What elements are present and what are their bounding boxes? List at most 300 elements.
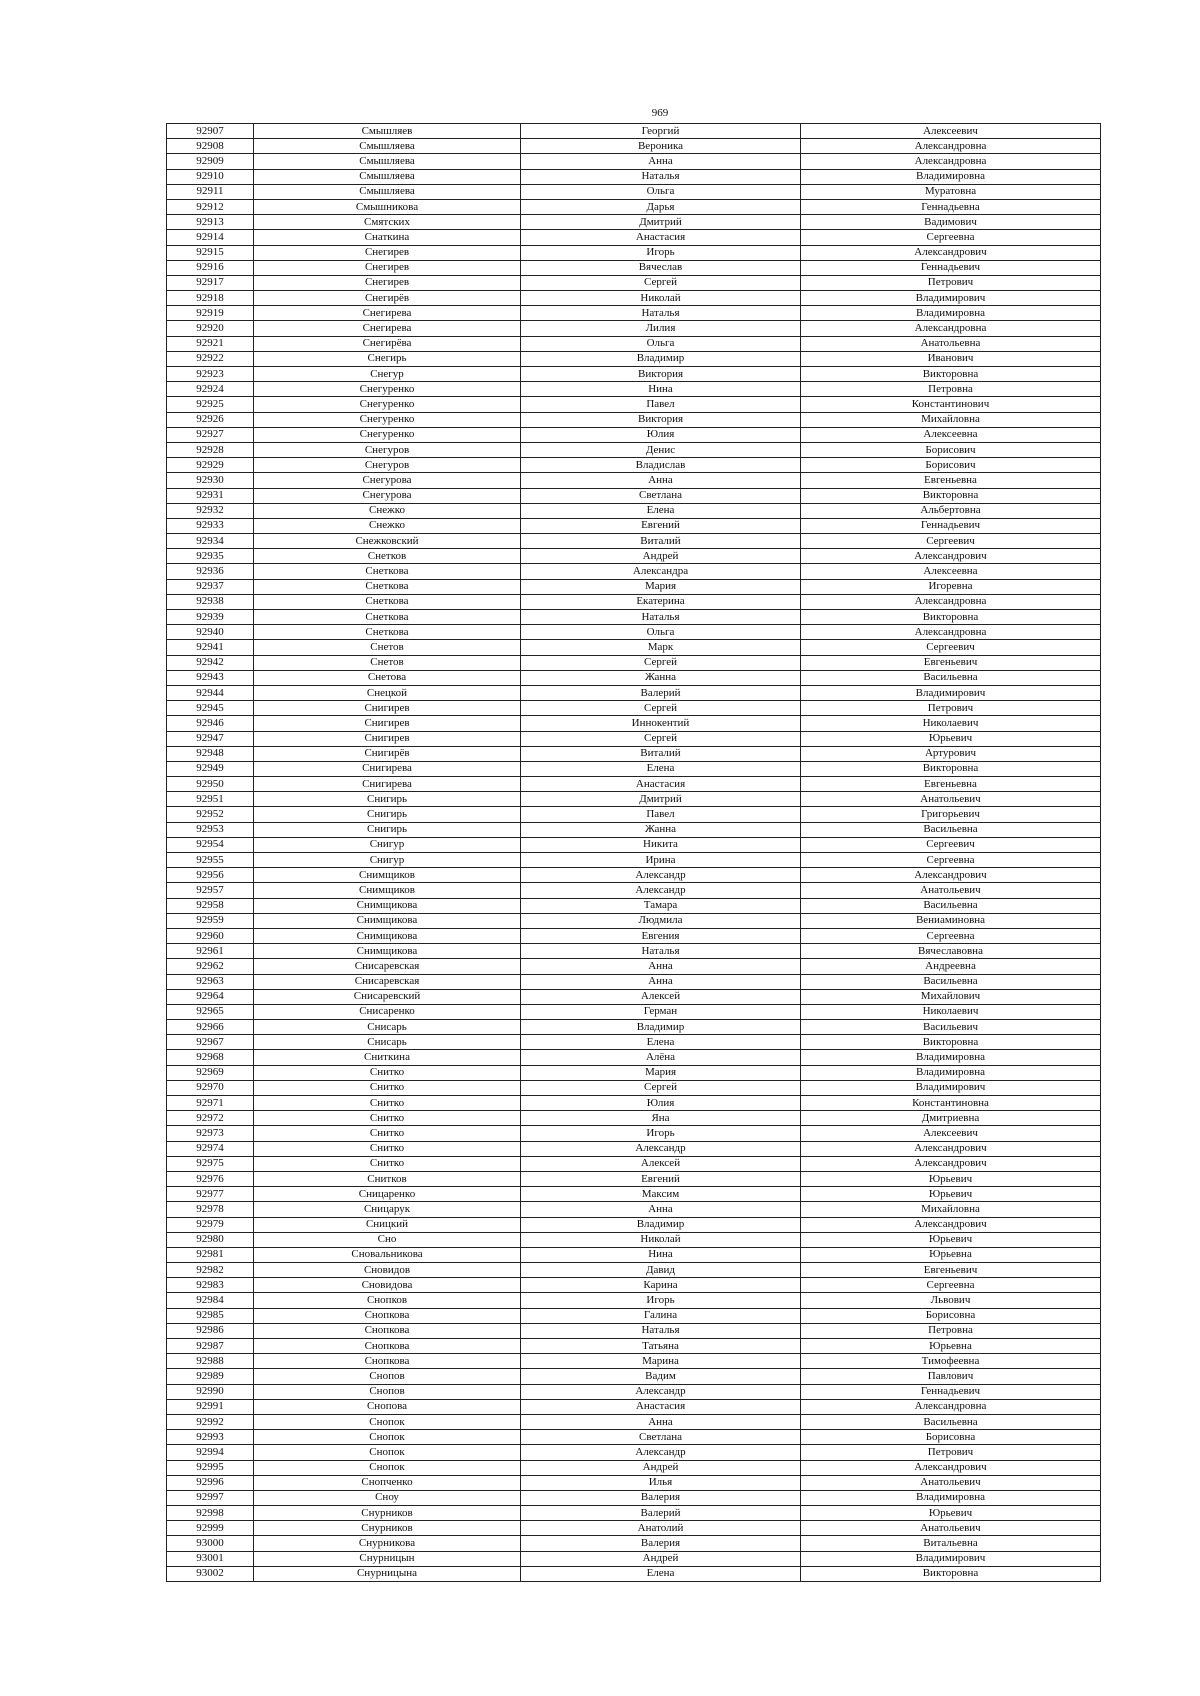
first-name-cell: Светлана: [521, 1430, 801, 1445]
surname-cell: Снимщикова: [254, 944, 521, 959]
patronymic-cell: Александрович: [801, 549, 1101, 564]
patronymic-cell: Александрович: [801, 245, 1101, 260]
first-name-cell: Нина: [521, 1247, 801, 1262]
first-name-cell: Наталья: [521, 169, 801, 184]
table-row: [167, 1187, 1101, 1202]
table-row: [167, 367, 1101, 382]
patronymic-cell: Михайловна: [801, 412, 1101, 427]
first-name-cell: Никита: [521, 837, 801, 852]
row-number-cell: 92989: [167, 1369, 254, 1384]
table-row: [167, 1020, 1101, 1035]
row-number-cell: 92931: [167, 488, 254, 503]
table-row: [167, 989, 1101, 1004]
patronymic-cell: Борисович: [801, 458, 1101, 473]
surname-cell: Снежко: [254, 518, 521, 533]
first-name-cell: Александр: [521, 1445, 801, 1460]
surname-cell: Смышляев: [254, 124, 521, 139]
table-row: [167, 1506, 1101, 1521]
surname-cell: Снопченко: [254, 1475, 521, 1490]
surname-cell: Снетков: [254, 549, 521, 564]
table-row: [167, 944, 1101, 959]
patronymic-cell: Петрович: [801, 275, 1101, 290]
table-row: [167, 1035, 1101, 1050]
surname-cell: Смышляева: [254, 169, 521, 184]
table-row: [167, 215, 1101, 230]
row-number-cell: 92984: [167, 1293, 254, 1308]
row-number-cell: 92965: [167, 1004, 254, 1019]
patronymic-cell: Сергеевич: [801, 640, 1101, 655]
patronymic-cell: Васильевна: [801, 974, 1101, 989]
first-name-cell: Анна: [521, 473, 801, 488]
first-name-cell: Георгий: [521, 124, 801, 139]
patronymic-cell: Евгеньевич: [801, 1263, 1101, 1278]
patronymic-cell: Александрович: [801, 1156, 1101, 1171]
first-name-cell: Сергей: [521, 731, 801, 746]
row-number-cell: 92943: [167, 670, 254, 685]
table-row: [167, 1369, 1101, 1384]
surname-cell: Снисаревский: [254, 989, 521, 1004]
table-row: [167, 199, 1101, 214]
row-number-cell: 92964: [167, 989, 254, 1004]
first-name-cell: Татьяна: [521, 1339, 801, 1354]
table-row: [167, 1323, 1101, 1338]
patronymic-cell: Тимофеевна: [801, 1354, 1101, 1369]
patronymic-cell: Владимирович: [801, 291, 1101, 306]
surname-cell: Снегуров: [254, 458, 521, 473]
row-number-cell: 92938: [167, 594, 254, 609]
row-number-cell: 92907: [167, 124, 254, 139]
table-row: [167, 306, 1101, 321]
table-row: [167, 822, 1101, 837]
row-number-cell: 92916: [167, 260, 254, 275]
row-number-cell: 92932: [167, 503, 254, 518]
patronymic-cell: Сергеевна: [801, 230, 1101, 245]
table-row: [167, 473, 1101, 488]
patronymic-cell: Александрович: [801, 868, 1101, 883]
surname-cell: Снигирев: [254, 716, 521, 731]
table-row: [167, 1141, 1101, 1156]
row-number-cell: 92972: [167, 1111, 254, 1126]
table-row: [167, 731, 1101, 746]
surname-cell: Снигирев: [254, 701, 521, 716]
patronymic-cell: Владимировна: [801, 1490, 1101, 1505]
table-row: [167, 336, 1101, 351]
row-number-cell: 92935: [167, 549, 254, 564]
table-row: [167, 1126, 1101, 1141]
registry-table: [166, 123, 1101, 1582]
surname-cell: Снегур: [254, 367, 521, 382]
table-row: [167, 442, 1101, 457]
surname-cell: Снегуренко: [254, 412, 521, 427]
first-name-cell: Нина: [521, 382, 801, 397]
first-name-cell: Валерия: [521, 1490, 801, 1505]
patronymic-cell: Муратовна: [801, 184, 1101, 199]
row-number-cell: 92970: [167, 1080, 254, 1095]
row-number-cell: 92942: [167, 655, 254, 670]
table-row: [167, 1263, 1101, 1278]
row-number-cell: 92962: [167, 959, 254, 974]
surname-cell: Сницаренко: [254, 1187, 521, 1202]
first-name-cell: Елена: [521, 1035, 801, 1050]
patronymic-cell: Викторовна: [801, 761, 1101, 776]
table-row: [167, 1278, 1101, 1293]
table-row: [167, 154, 1101, 169]
row-number-cell: 92940: [167, 625, 254, 640]
row-number-cell: 92981: [167, 1247, 254, 1262]
patronymic-cell: Викторовна: [801, 488, 1101, 503]
table-row: [167, 1171, 1101, 1186]
patronymic-cell: Александровна: [801, 321, 1101, 336]
first-name-cell: Лилия: [521, 321, 801, 336]
table-row: [167, 640, 1101, 655]
table-row: [167, 928, 1101, 943]
patronymic-cell: Вадимович: [801, 215, 1101, 230]
patronymic-cell: Алексеевна: [801, 427, 1101, 442]
surname-cell: Снецкой: [254, 685, 521, 700]
surname-cell: Снисаревская: [254, 974, 521, 989]
surname-cell: Снитко: [254, 1111, 521, 1126]
patronymic-cell: Борисович: [801, 442, 1101, 457]
surname-cell: Смышникова: [254, 199, 521, 214]
row-number-cell: 92952: [167, 807, 254, 822]
row-number-cell: 92913: [167, 215, 254, 230]
surname-cell: Снеткова: [254, 594, 521, 609]
surname-cell: Смышляева: [254, 139, 521, 154]
first-name-cell: Валерий: [521, 1506, 801, 1521]
surname-cell: Снегирёва: [254, 336, 521, 351]
first-name-cell: Елена: [521, 761, 801, 776]
table-row: [167, 610, 1101, 625]
first-name-cell: Виктория: [521, 412, 801, 427]
table-row: [167, 549, 1101, 564]
surname-cell: Снопок: [254, 1460, 521, 1475]
patronymic-cell: Сергеевич: [801, 837, 1101, 852]
row-number-cell: 93002: [167, 1566, 254, 1581]
patronymic-cell: Александровна: [801, 154, 1101, 169]
first-name-cell: Ольга: [521, 184, 801, 199]
row-number-cell: 92911: [167, 184, 254, 199]
patronymic-cell: Петровна: [801, 382, 1101, 397]
first-name-cell: Анна: [521, 154, 801, 169]
first-name-cell: Мария: [521, 579, 801, 594]
row-number-cell: 92998: [167, 1506, 254, 1521]
row-number-cell: 92993: [167, 1430, 254, 1445]
row-number-cell: 92982: [167, 1263, 254, 1278]
patronymic-cell: Владимировна: [801, 169, 1101, 184]
surname-cell: Снисарь: [254, 1035, 521, 1050]
first-name-cell: Анастасия: [521, 777, 801, 792]
first-name-cell: Андрей: [521, 1460, 801, 1475]
patronymic-cell: Владимирович: [801, 685, 1101, 700]
table-row: [167, 974, 1101, 989]
first-name-cell: Галина: [521, 1308, 801, 1323]
first-name-cell: Алексей: [521, 1156, 801, 1171]
first-name-cell: Жанна: [521, 822, 801, 837]
surname-cell: Снеткова: [254, 579, 521, 594]
surname-cell: Снопов: [254, 1384, 521, 1399]
table-row: [167, 412, 1101, 427]
table-row: [167, 534, 1101, 549]
patronymic-cell: Юрьевич: [801, 1232, 1101, 1247]
first-name-cell: Илья: [521, 1475, 801, 1490]
row-number-cell: 92928: [167, 442, 254, 457]
patronymic-cell: Алексеевич: [801, 124, 1101, 139]
first-name-cell: Яна: [521, 1111, 801, 1126]
surname-cell: Снегуренко: [254, 397, 521, 412]
surname-cell: Снегирев: [254, 275, 521, 290]
patronymic-cell: Дмитриевна: [801, 1111, 1101, 1126]
patronymic-cell: Викторовна: [801, 610, 1101, 625]
table-row: [167, 1445, 1101, 1460]
table-row: [167, 1566, 1101, 1581]
row-number-cell: 92914: [167, 230, 254, 245]
patronymic-cell: Владимировна: [801, 1065, 1101, 1080]
first-name-cell: Вадим: [521, 1369, 801, 1384]
surname-cell: Снеткова: [254, 610, 521, 625]
row-number-cell: 92953: [167, 822, 254, 837]
first-name-cell: Анна: [521, 1202, 801, 1217]
row-number-cell: 92983: [167, 1278, 254, 1293]
row-number-cell: 92934: [167, 534, 254, 549]
table-row: [167, 458, 1101, 473]
patronymic-cell: Сергеевна: [801, 928, 1101, 943]
first-name-cell: Дмитрий: [521, 215, 801, 230]
first-name-cell: Ольга: [521, 625, 801, 640]
patronymic-cell: Константиновна: [801, 1096, 1101, 1111]
first-name-cell: Сергей: [521, 701, 801, 716]
first-name-cell: Владимир: [521, 1217, 801, 1232]
table-row: [167, 427, 1101, 442]
row-number-cell: 92921: [167, 336, 254, 351]
first-name-cell: Евгения: [521, 928, 801, 943]
row-number-cell: 92922: [167, 351, 254, 366]
patronymic-cell: Юрьевич: [801, 731, 1101, 746]
table-row: [167, 518, 1101, 533]
row-number-cell: 92956: [167, 868, 254, 883]
table-row: [167, 701, 1101, 716]
surname-cell: Снопков: [254, 1293, 521, 1308]
first-name-cell: Иннокентий: [521, 716, 801, 731]
first-name-cell: Давид: [521, 1263, 801, 1278]
surname-cell: Снитко: [254, 1065, 521, 1080]
table-row: [167, 1475, 1101, 1490]
first-name-cell: Екатерина: [521, 594, 801, 609]
table-row: [167, 761, 1101, 776]
surname-cell: Снегирь: [254, 351, 521, 366]
surname-cell: Снигирев: [254, 731, 521, 746]
surname-cell: Снигирь: [254, 792, 521, 807]
row-number-cell: 92960: [167, 928, 254, 943]
patronymic-cell: Александровна: [801, 1399, 1101, 1414]
row-number-cell: 92971: [167, 1096, 254, 1111]
row-number-cell: 92968: [167, 1050, 254, 1065]
surname-cell: Снигирёв: [254, 746, 521, 761]
row-number-cell: 92909: [167, 154, 254, 169]
row-number-cell: 92958: [167, 898, 254, 913]
first-name-cell: Андрей: [521, 1551, 801, 1566]
table-row: [167, 1551, 1101, 1566]
surname-cell: Снитко: [254, 1126, 521, 1141]
table-row: [167, 351, 1101, 366]
first-name-cell: Карина: [521, 1278, 801, 1293]
row-number-cell: 92927: [167, 427, 254, 442]
table-row: [167, 1308, 1101, 1323]
row-number-cell: 92930: [167, 473, 254, 488]
row-number-cell: 92994: [167, 1445, 254, 1460]
patronymic-cell: Евгеньевич: [801, 655, 1101, 670]
patronymic-cell: Васильевна: [801, 822, 1101, 837]
first-name-cell: Виталий: [521, 534, 801, 549]
table-row: [167, 594, 1101, 609]
surname-cell: Снимщикова: [254, 928, 521, 943]
surname-cell: Снопок: [254, 1414, 521, 1429]
patronymic-cell: Юрьевич: [801, 1171, 1101, 1186]
table-row: [167, 1217, 1101, 1232]
table-row: [167, 169, 1101, 184]
first-name-cell: Николай: [521, 291, 801, 306]
first-name-cell: Александра: [521, 564, 801, 579]
row-number-cell: 92923: [167, 367, 254, 382]
row-number-cell: 92985: [167, 1308, 254, 1323]
table-row: [167, 1293, 1101, 1308]
first-name-cell: Евгений: [521, 518, 801, 533]
table-row: [167, 184, 1101, 199]
surname-cell: Снурницын: [254, 1551, 521, 1566]
patronymic-cell: Сергеевна: [801, 1278, 1101, 1293]
first-name-cell: Наталья: [521, 944, 801, 959]
table-row: [167, 503, 1101, 518]
row-number-cell: 92919: [167, 306, 254, 321]
first-name-cell: Алексей: [521, 989, 801, 1004]
surname-cell: Снопок: [254, 1430, 521, 1445]
table-row: [167, 1384, 1101, 1399]
first-name-cell: Вероника: [521, 139, 801, 154]
patronymic-cell: Витальевна: [801, 1536, 1101, 1551]
patronymic-cell: Григорьевич: [801, 807, 1101, 822]
surname-cell: Снимщикова: [254, 913, 521, 928]
table-row: [167, 1004, 1101, 1019]
patronymic-cell: Анатольевич: [801, 1475, 1101, 1490]
table-row: [167, 260, 1101, 275]
table-row: [167, 1430, 1101, 1445]
table-row: [167, 1521, 1101, 1536]
surname-cell: Снопкова: [254, 1323, 521, 1338]
row-number-cell: 92988: [167, 1354, 254, 1369]
table-row: [167, 1096, 1101, 1111]
patronymic-cell: Викторовна: [801, 1566, 1101, 1581]
table-row: [167, 1232, 1101, 1247]
patronymic-cell: Альбертовна: [801, 503, 1101, 518]
patronymic-cell: Петровна: [801, 1323, 1101, 1338]
table-row: [167, 670, 1101, 685]
row-number-cell: 92990: [167, 1384, 254, 1399]
patronymic-cell: Анатольевич: [801, 792, 1101, 807]
surname-cell: Снигур: [254, 853, 521, 868]
surname-cell: Смышляева: [254, 154, 521, 169]
surname-cell: Сниткина: [254, 1050, 521, 1065]
table-row: [167, 579, 1101, 594]
surname-cell: Снитко: [254, 1080, 521, 1095]
patronymic-cell: Евгеньевна: [801, 777, 1101, 792]
first-name-cell: Анастасия: [521, 1399, 801, 1414]
surname-cell: Снеткова: [254, 625, 521, 640]
first-name-cell: Мария: [521, 1065, 801, 1080]
first-name-cell: Ирина: [521, 853, 801, 868]
page-number: 969: [651, 107, 669, 119]
first-name-cell: Анатолий: [521, 1521, 801, 1536]
surname-cell: Снигирева: [254, 777, 521, 792]
table-row: [167, 959, 1101, 974]
surname-cell: Снопов: [254, 1369, 521, 1384]
surname-cell: Снитко: [254, 1156, 521, 1171]
first-name-cell: Игорь: [521, 245, 801, 260]
table-row: [167, 792, 1101, 807]
surname-cell: Снегирева: [254, 306, 521, 321]
row-number-cell: 92929: [167, 458, 254, 473]
surname-cell: Сновидов: [254, 1263, 521, 1278]
row-number-cell: 92980: [167, 1232, 254, 1247]
surname-cell: Снегирёв: [254, 291, 521, 306]
row-number-cell: 92924: [167, 382, 254, 397]
surname-cell: Снимщиков: [254, 883, 521, 898]
row-number-cell: 92992: [167, 1414, 254, 1429]
surname-cell: Снигирь: [254, 822, 521, 837]
patronymic-cell: Константинович: [801, 397, 1101, 412]
patronymic-cell: Игоревна: [801, 579, 1101, 594]
surname-cell: Снетов: [254, 655, 521, 670]
row-number-cell: 92954: [167, 837, 254, 852]
row-number-cell: 92949: [167, 761, 254, 776]
surname-cell: Снегирев: [254, 260, 521, 275]
table-row: [167, 1065, 1101, 1080]
table-row: [167, 1414, 1101, 1429]
first-name-cell: Евгений: [521, 1171, 801, 1186]
first-name-cell: Павел: [521, 397, 801, 412]
first-name-cell: Наталья: [521, 306, 801, 321]
patronymic-cell: Александровна: [801, 594, 1101, 609]
row-number-cell: 93001: [167, 1551, 254, 1566]
patronymic-cell: Васильевна: [801, 1414, 1101, 1429]
patronymic-cell: Львович: [801, 1293, 1101, 1308]
surname-cell: Снурников: [254, 1506, 521, 1521]
patronymic-cell: Вениаминовна: [801, 913, 1101, 928]
patronymic-cell: Геннадьевич: [801, 260, 1101, 275]
first-name-cell: Марина: [521, 1354, 801, 1369]
patronymic-cell: Юрьевна: [801, 1339, 1101, 1354]
patronymic-cell: Александровна: [801, 139, 1101, 154]
row-number-cell: 92975: [167, 1156, 254, 1171]
patronymic-cell: Владимирович: [801, 1080, 1101, 1095]
row-number-cell: 92946: [167, 716, 254, 731]
surname-cell: Сноу: [254, 1490, 521, 1505]
row-number-cell: 92999: [167, 1521, 254, 1536]
patronymic-cell: Павлович: [801, 1369, 1101, 1384]
row-number-cell: 92997: [167, 1490, 254, 1505]
row-number-cell: 92947: [167, 731, 254, 746]
patronymic-cell: Михайловна: [801, 1202, 1101, 1217]
table-row: [167, 1536, 1101, 1551]
row-number-cell: 92944: [167, 685, 254, 700]
table-row: [167, 625, 1101, 640]
first-name-cell: Дарья: [521, 199, 801, 214]
row-number-cell: 92918: [167, 291, 254, 306]
first-name-cell: Елена: [521, 503, 801, 518]
patronymic-cell: Борисовна: [801, 1308, 1101, 1323]
table-row: [167, 291, 1101, 306]
patronymic-cell: Алексеевич: [801, 1126, 1101, 1141]
first-name-cell: Жанна: [521, 670, 801, 685]
surname-cell: Снаткина: [254, 230, 521, 245]
